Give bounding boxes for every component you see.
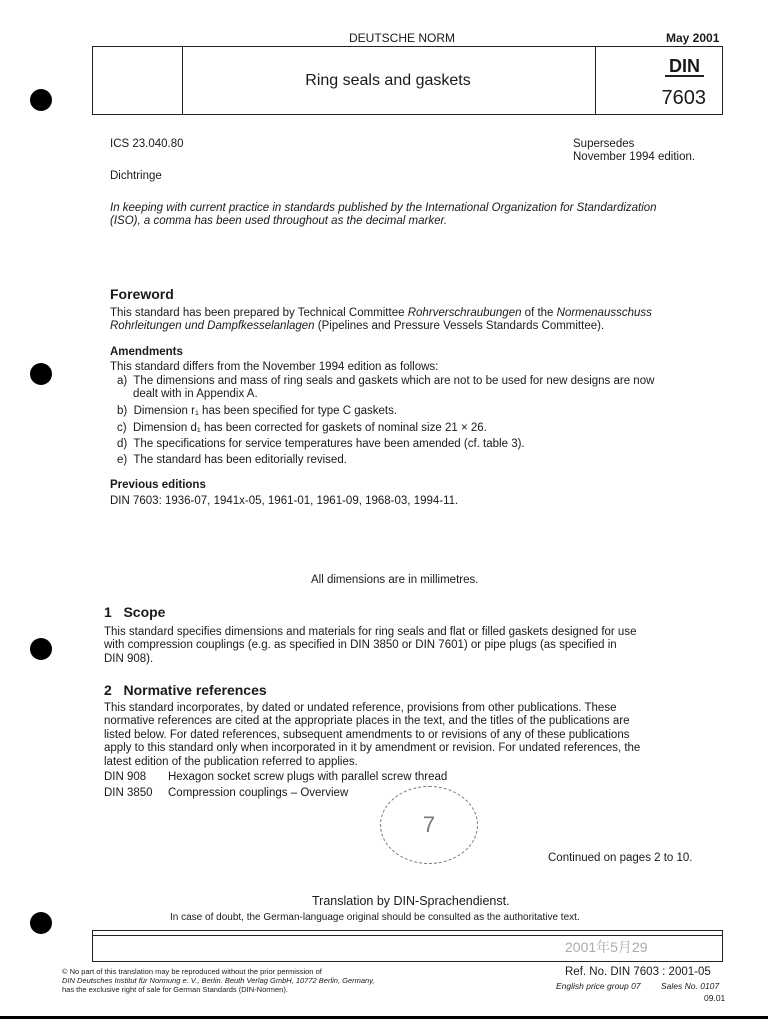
foreword-committee-name: Rohrleitungen und Dampfkesselanlagen <box>110 320 315 332</box>
scope-line-3: DIN 908). <box>104 653 154 665</box>
price-group: English price group 07 <box>556 981 641 991</box>
amendment-b: b) Dimension r₁ has been specified for type C gaskets. <box>117 405 398 417</box>
punch-hole-3 <box>30 638 52 660</box>
reference-number: Ref. No. DIN 7603 : 2001-05 <box>565 966 711 978</box>
german-title: Dichtringe <box>110 170 162 182</box>
continued-note: Continued on pages 2 to 10. <box>548 852 693 864</box>
reference-din-908-code: DIN 908 <box>104 771 147 783</box>
foreword-line-2 <box>110 320 604 334</box>
library-stamp <box>380 786 478 864</box>
punch-hole-1 <box>30 89 52 111</box>
reference-din-908-title: Hexagon socket screw plugs with parallel screw thread <box>168 771 448 783</box>
previous-editions-heading: Previous editions <box>110 479 206 491</box>
receipt-stamp: 2001年5月29 <box>565 939 648 955</box>
scope-heading: 1 Scope <box>104 604 166 620</box>
issue-date: May 2001 <box>666 31 720 45</box>
normative-line-2: normative references are cited at the appropriate places in the text, and the titles of the publications are <box>104 715 630 727</box>
supersedes-line-2: November 1994 edition. <box>573 151 696 163</box>
translation-credit: Translation by DIN-Sprachendienst. <box>312 894 510 908</box>
amendment-d: d) The specifications for service temperatures have been amended (cf. table 3). <box>117 438 525 450</box>
copyright-line-2: DIN Deutsches Institut für Normung e. V., Berlin. Beuth Verlag GmbH, 10772 Berlin, Germany, <box>62 976 375 985</box>
title-divider-right <box>595 47 596 114</box>
print-code: 09.01 <box>704 993 726 1003</box>
amendments-heading: Amendments <box>110 346 183 358</box>
previous-editions-list: DIN 7603: 1936-07, 1941x-05, 1961-01, 1961-09, 1968-03, 1994-11. <box>110 495 459 507</box>
copyright-line-3: has the exclusive right of sale for German Standards (DIN-Normen). <box>62 985 288 994</box>
scope-line-2: with compression couplings (e.g. as specified in DIN 3850 or DIN 7601) or pipe plugs (as specified in <box>104 639 617 651</box>
reference-din-3850-title: Compression couplings – Overview <box>168 787 349 799</box>
amendment-c: c) Dimension d₁ has been corrected for gaskets of nominal size 21 × 26. <box>117 422 487 434</box>
bottom-edge-rule <box>0 1016 768 1019</box>
normative-line-3: listed below. For dated references, subsequent amendments to or revisions of any of these publications <box>104 729 630 741</box>
normative-references-heading: 2 Normative references <box>104 682 267 698</box>
authoritative-text-note: In case of doubt, the German-language original should be consulted as the authoritative text. <box>170 912 580 923</box>
amendment-a-line-2: dealt with in Appendix A. <box>117 388 258 400</box>
foreword-committee: Rohrverschraubungen <box>407 307 522 319</box>
amendment-e: e) The standard has been editorially revised. <box>117 454 347 466</box>
library-stamp-text: 7 <box>422 812 436 837</box>
normative-line-5: latest edition of the publication referred to applies. <box>104 756 358 768</box>
title-block <box>92 46 723 115</box>
scope-line-1: This standard specifies dimensions and materials for ring seals and flat or filled gaskets designed for use <box>104 626 637 638</box>
bottom-frame-rule <box>93 935 722 936</box>
document-title: Ring seals and gaskets <box>305 72 471 89</box>
reference-din-3850-code: DIN 3850 <box>104 787 153 799</box>
foreword-normenausschuss: Normenausschuss <box>556 307 652 319</box>
foreword-text-2: of the <box>521 307 557 319</box>
sales-number: Sales No. 0107 <box>661 981 720 991</box>
normative-line-1: This standard incorporates, by dated or undated reference, provisions from other publications. These <box>104 702 617 714</box>
din-number: 7603 <box>661 87 706 109</box>
dimensions-note: All dimensions are in millimetres. <box>311 574 479 586</box>
normative-line-4: apply to this standard only when incorporated in it by amendment or revision. For undated references, the <box>104 742 641 754</box>
punch-hole-2 <box>30 363 52 385</box>
amendment-a-line-1: a) The dimensions and mass of ring seals and gaskets which are not to be used for new designs are now <box>117 375 655 387</box>
foreword-line-1 <box>110 307 652 321</box>
supersedes-line-1: Supersedes <box>573 138 635 150</box>
decimal-note-line-1: In keeping with current practice in standards published by the International Organization for Standardization <box>110 202 657 214</box>
amendments-intro: This standard differs from the November 1994 edition as follows: <box>110 361 439 373</box>
foreword-text-1: This standard has been prepared by Technical Committee <box>110 307 408 319</box>
decimal-note-line-2: (ISO), a comma has been used throughout as the decimal marker. <box>110 215 448 227</box>
org-label: DEUTSCHE NORM <box>349 31 456 45</box>
punch-hole-4 <box>30 912 52 934</box>
din-logo: DIN <box>665 57 704 77</box>
foreword-translation: (Pipelines and Pressure Vessels Standards Committee). <box>314 320 605 332</box>
ics-code: ICS 23.040.80 <box>110 138 184 150</box>
copyright-line-1: © No part of this translation may be reproduced without the prior permission of <box>62 967 322 976</box>
foreword-heading: Foreword <box>110 286 174 302</box>
